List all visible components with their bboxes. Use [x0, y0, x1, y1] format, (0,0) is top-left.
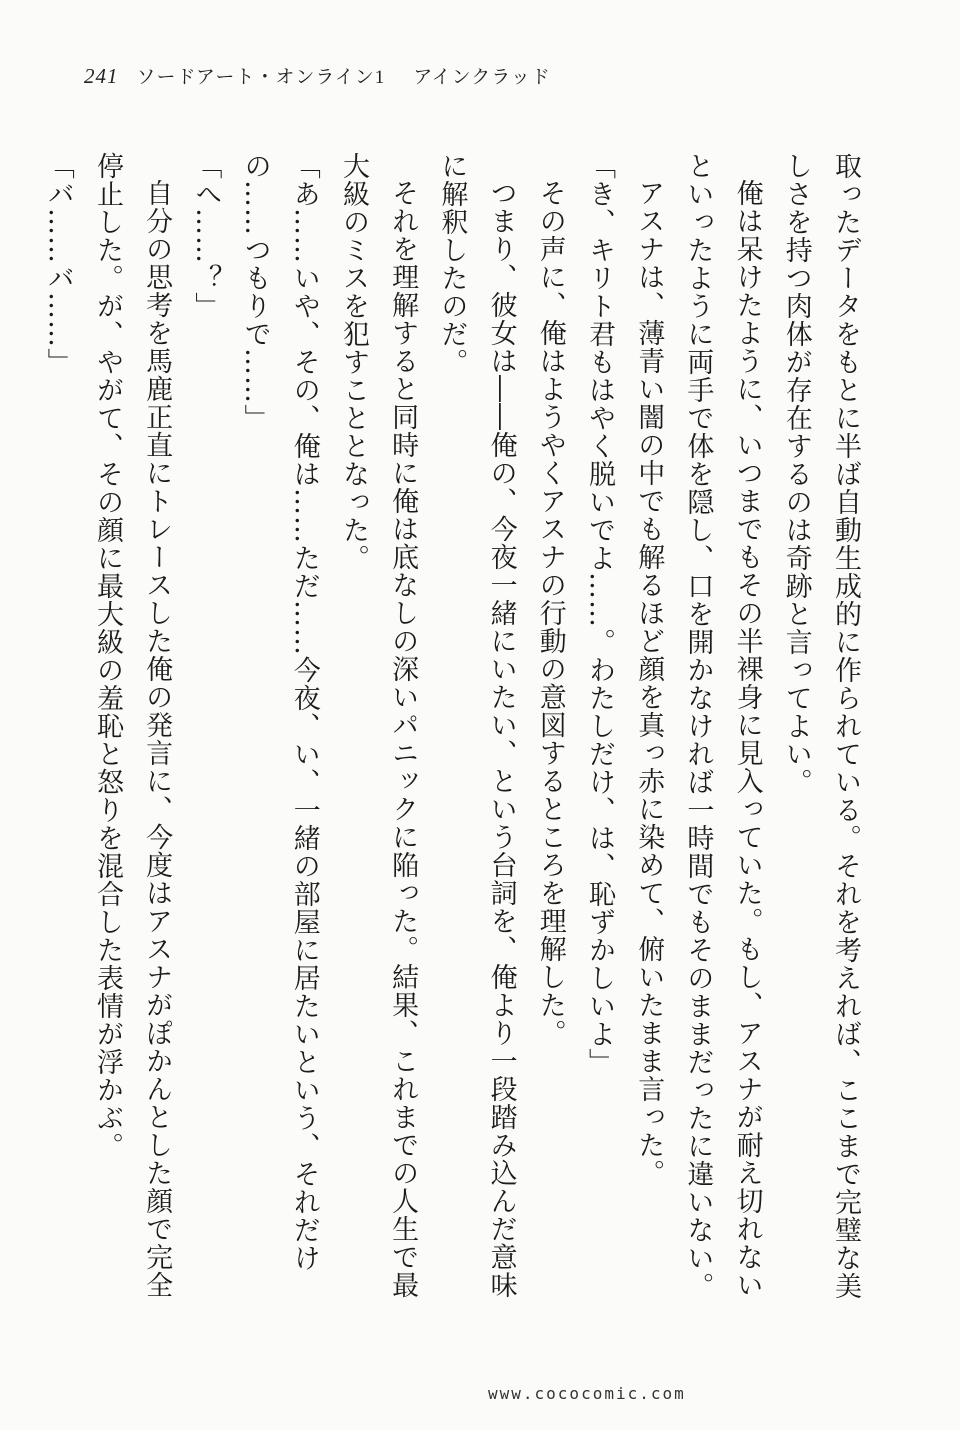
volume-subtitle: アインクラッド	[413, 67, 551, 88]
running-header	[84, 62, 704, 92]
paragraph: 自分の思考を馬鹿正直にトレースした俺の発言に、今度はアスナがぽかんとした顔で完全停止した。が、やがて、その顔に最大級の羞恥と怒りを混合した表情が浮かぶ。	[91, 152, 173, 1299]
dialogue-line: 「へ……？」	[190, 152, 222, 320]
paragraph: アスナは、薄青い闇の中でも解るほど顔を真っ赤に染めて、俯いたまま言った。	[633, 179, 665, 1187]
book-title: ソードアート・オンライン1	[136, 67, 386, 88]
site-watermark: www.cococomic.com	[488, 1384, 686, 1403]
dialogue-line: 「き、キリト君もはやく脱いでよ……。わたしだけ、は、恥ずかしいよ」	[583, 152, 615, 1076]
dialogue-line: 「あ……いや、その、俺は……ただ……今夜、い、一緒の部屋に居たいという、それだけの……つもりで……」	[239, 152, 320, 1272]
vertical-body-text	[42, 152, 870, 1312]
paragraph: 取ったデータをもとに半ば自動生成的に作られている。それを考えれば、ここまで完璧な美しさを持つ肉体が存在するのは奇跡と言ってよい。	[780, 152, 861, 1300]
paragraph: その声に、俺はようやくアスナの行動の意図するところを理解した。	[534, 179, 566, 1047]
page-number: 241	[84, 64, 119, 88]
paragraph: 俺は呆けたように、いつまでもその半裸身に見入っていた。もし、アスナが耐え切れないといったように両手で体を隠し、口を開かなければ一時間でもそのままだったに違いない。	[682, 152, 763, 1300]
paragraph: つまり、彼女は――俺の、今夜一緒にいたい、という台詞を、俺より一段踏み込んだ意味に解釈したのだ。	[436, 152, 517, 1299]
paragraph: それを理解すると同時に俺は底なしの深いパニックに陥った。結果、これまでの人生で最大級のミスを犯すこととなった。	[337, 152, 419, 1299]
dialogue-line: 「バ……バ……」	[42, 152, 74, 376]
